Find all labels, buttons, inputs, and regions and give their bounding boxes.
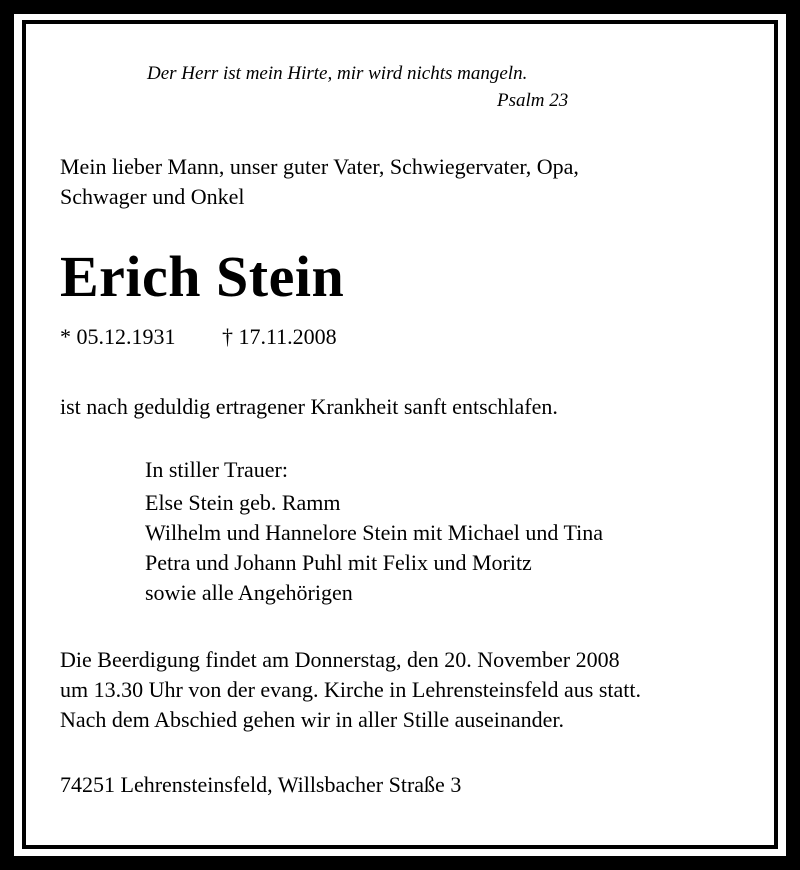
- funeral-line: Nach dem Abschied gehen wir in aller Stille auseinander.: [60, 707, 565, 732]
- intro-line: Mein lieber Mann, unser guter Vater, Schwiegervater, Opa,: [60, 154, 579, 179]
- funeral-line: Die Beerdigung findet am Donnerstag, den 20. November 2008: [60, 647, 620, 672]
- mourner-entry: Else Stein geb. Ramm: [145, 490, 341, 515]
- family-address: 74251 Lehrensteinsfeld, Willsbacher Straße 3: [60, 772, 462, 797]
- mourner-entry: sowie alle Angehörigen: [145, 580, 353, 605]
- mourners-heading: In stiller Trauer:: [145, 457, 288, 482]
- deceased-name: Erich Stein: [60, 244, 345, 309]
- psalm-source: Psalm 23: [497, 90, 569, 111]
- passing-statement: ist nach geduldig ertragener Krankheit sanft entschlafen.: [60, 394, 558, 419]
- birth-date: * 05.12.1931: [60, 324, 176, 349]
- intro-text: [60, 152, 579, 212]
- funeral-info: [60, 645, 641, 735]
- mourner-entry: Petra und Johann Puhl mit Felix und Moritz: [145, 550, 532, 575]
- death-date: † 17.11.2008: [222, 324, 337, 349]
- psalm-quote: Der Herr ist mein Hirte, mir wird nichts mangeln.: [147, 63, 528, 84]
- mourner-entry: Wilhelm und Hannelore Stein mit Michael und Tina: [145, 520, 604, 545]
- intro-line: Schwager und Onkel: [60, 184, 245, 209]
- funeral-line: um 13.30 Uhr von der evang. Kirche in Lehrensteinsfeld aus statt.: [60, 677, 642, 702]
- mourners-list: [145, 488, 603, 608]
